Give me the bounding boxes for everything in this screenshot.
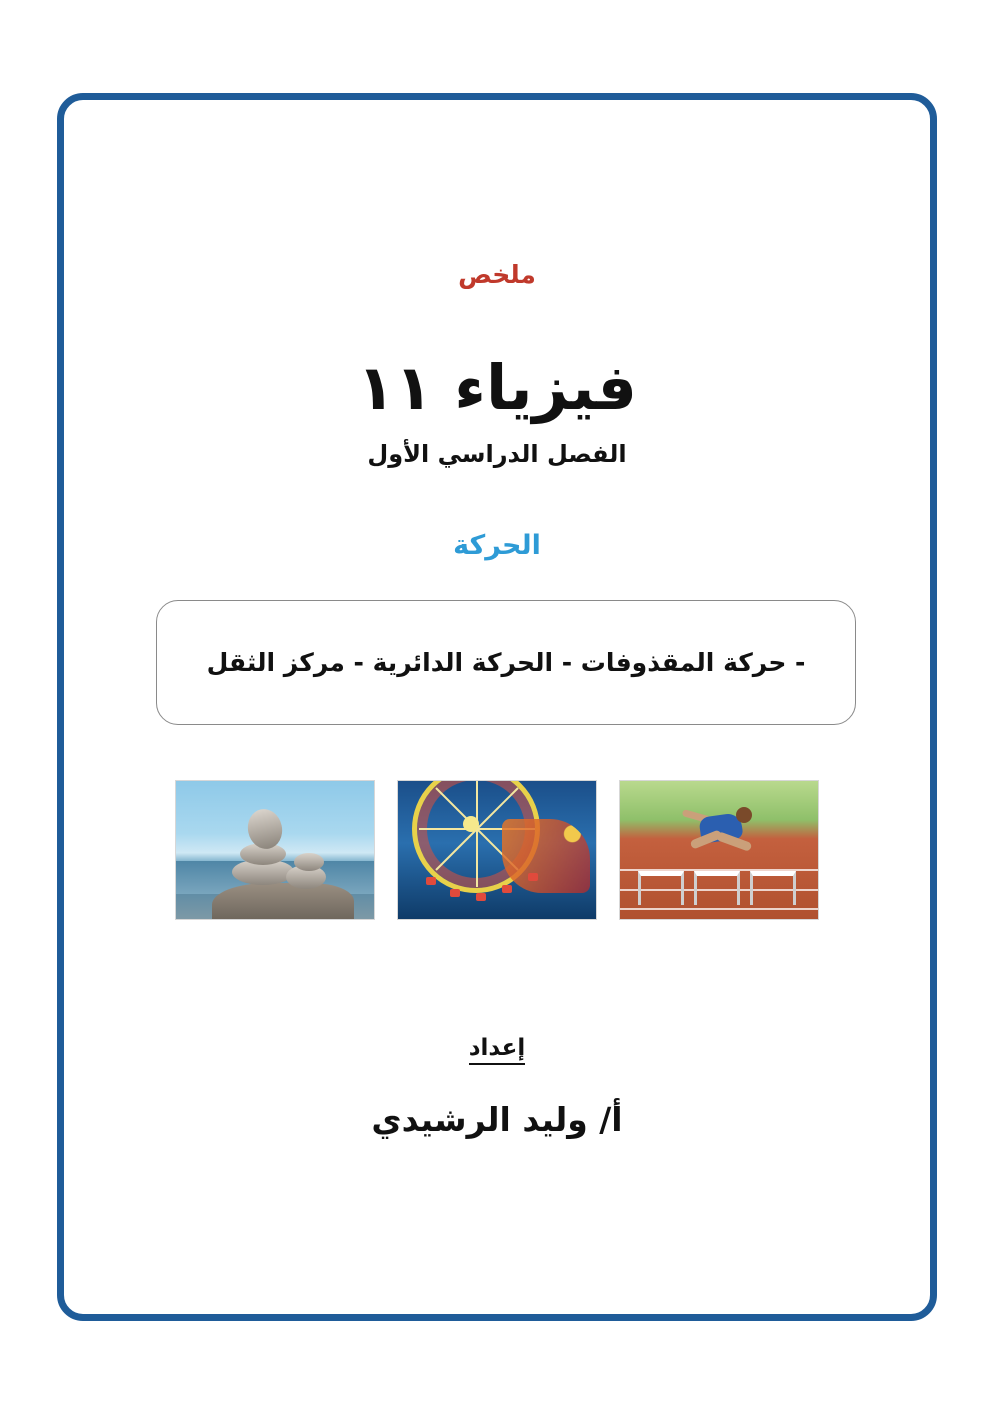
topics-box [156,600,856,725]
summary-label: ملخص [458,260,536,289]
athlete-head [736,807,752,823]
hurdle [638,871,684,905]
balanced-stones-photo [175,780,375,920]
unit-title: الحركة [453,530,541,561]
ride-arm [502,819,590,893]
wheel-hub [463,816,479,832]
cover-border-frame [57,93,937,1321]
cover-content [64,100,930,1314]
prepared-by-text: إعداد [469,1035,526,1065]
ride-swing [528,873,538,881]
semester-subtitle: الفصل الدراسي الأول [367,440,627,468]
ride-swing [502,885,512,893]
ferris-wheel-ride-photo [397,780,597,920]
stone-5 [294,853,324,871]
wheel-spoke [476,829,478,887]
rock-base [212,883,355,919]
track-lane-line [620,908,818,910]
author-name: أ/ وليد الرشيدي [371,1100,623,1139]
ride-swing [476,893,486,901]
ride-swing [450,889,460,897]
hurdle [750,871,796,905]
prepared-by-label [64,1035,930,1061]
topics-text: - حركة المقذوفات - الحركة الدائرية - مركز الثقل [206,648,806,677]
wheel-spoke [435,828,477,870]
hurdle-runner-photo [619,780,819,920]
cover-image-strip [64,780,930,920]
ride-swing [426,877,436,885]
page-title: فيزياء ١١ [356,351,637,424]
hurdle [694,871,740,905]
